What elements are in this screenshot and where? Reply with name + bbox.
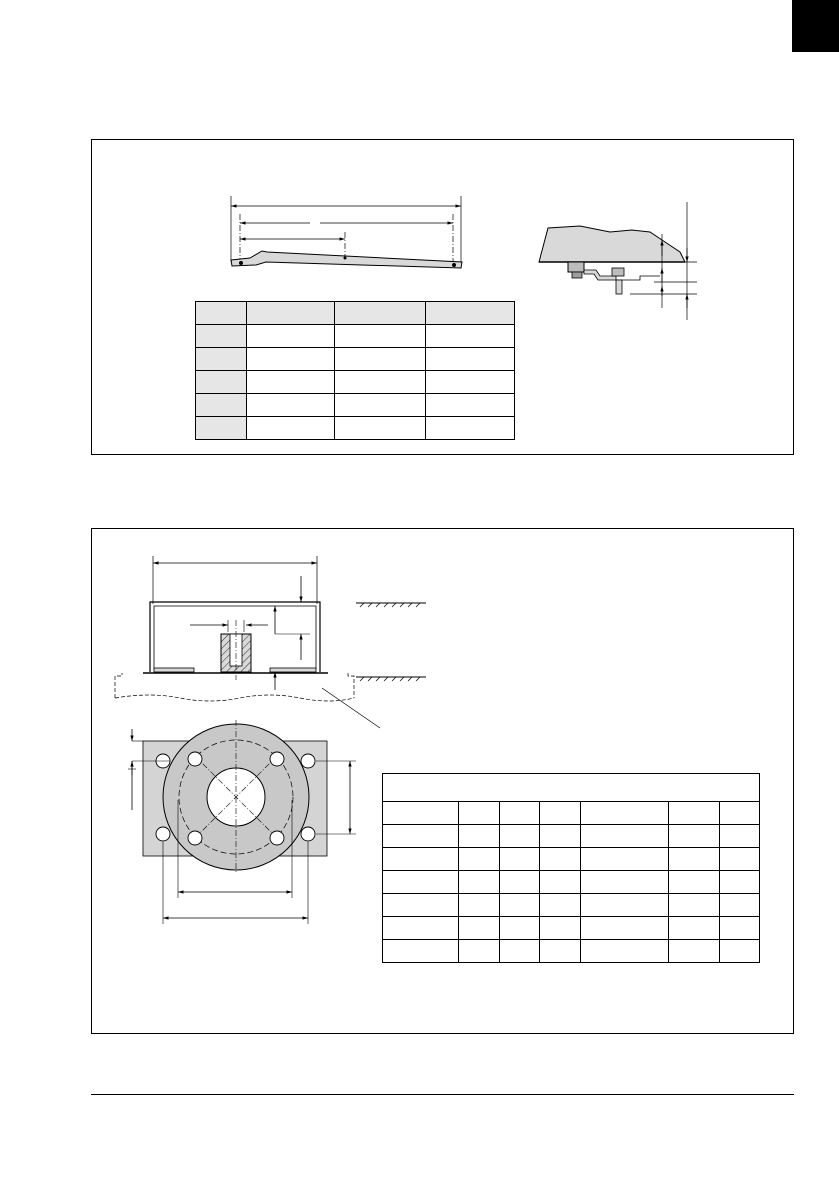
table-cell [669, 917, 720, 940]
table-cell [540, 802, 581, 825]
table-cell [720, 825, 760, 848]
table-cell [720, 848, 760, 871]
table-cell [669, 940, 720, 963]
flange-dimension-table [382, 773, 760, 963]
table-cell [500, 871, 540, 894]
table-cell [581, 802, 669, 825]
table-cell [540, 917, 581, 940]
table-cell [669, 871, 720, 894]
table-cell [383, 894, 459, 917]
table-row [383, 917, 760, 940]
table-cell [581, 940, 669, 963]
table-cell [459, 825, 500, 848]
table-row [383, 940, 760, 963]
table-cell [500, 802, 540, 825]
table-cell [500, 917, 540, 940]
table-cell [720, 940, 760, 963]
table-cell [383, 871, 459, 894]
table-cell [383, 848, 459, 871]
table-row [383, 825, 760, 848]
table-header-row [383, 802, 760, 825]
table-cell [581, 848, 669, 871]
table-cell [720, 917, 760, 940]
table-cell [500, 894, 540, 917]
table-cell [500, 848, 540, 871]
table-row [383, 848, 760, 871]
table-cell [581, 894, 669, 917]
table-cell [581, 917, 669, 940]
table-cell [669, 802, 720, 825]
table-cell [500, 940, 540, 963]
table-cell [459, 917, 500, 940]
table-cell [383, 940, 459, 963]
table-cell [540, 848, 581, 871]
table-cell [459, 871, 500, 894]
table-cell [720, 894, 760, 917]
table-cell [581, 825, 669, 848]
table-cell [459, 894, 500, 917]
table-cell [540, 894, 581, 917]
table-cell [540, 825, 581, 848]
table-cell [383, 802, 459, 825]
table-cell [669, 825, 720, 848]
table-cell [720, 871, 760, 894]
table-cell [669, 894, 720, 917]
table-cell [540, 940, 581, 963]
table-cell [459, 802, 500, 825]
table-title [383, 774, 760, 802]
table-cell [581, 871, 669, 894]
table-cell [383, 825, 459, 848]
table-cell [459, 848, 500, 871]
table-row [383, 894, 760, 917]
table-cell [383, 917, 459, 940]
table-title-row [383, 774, 760, 802]
table-cell [500, 825, 540, 848]
table-cell [669, 848, 720, 871]
table-cell [540, 871, 581, 894]
footer-rule [91, 1094, 794, 1095]
table-cell [720, 802, 760, 825]
table-row [383, 871, 760, 894]
table-cell [459, 940, 500, 963]
